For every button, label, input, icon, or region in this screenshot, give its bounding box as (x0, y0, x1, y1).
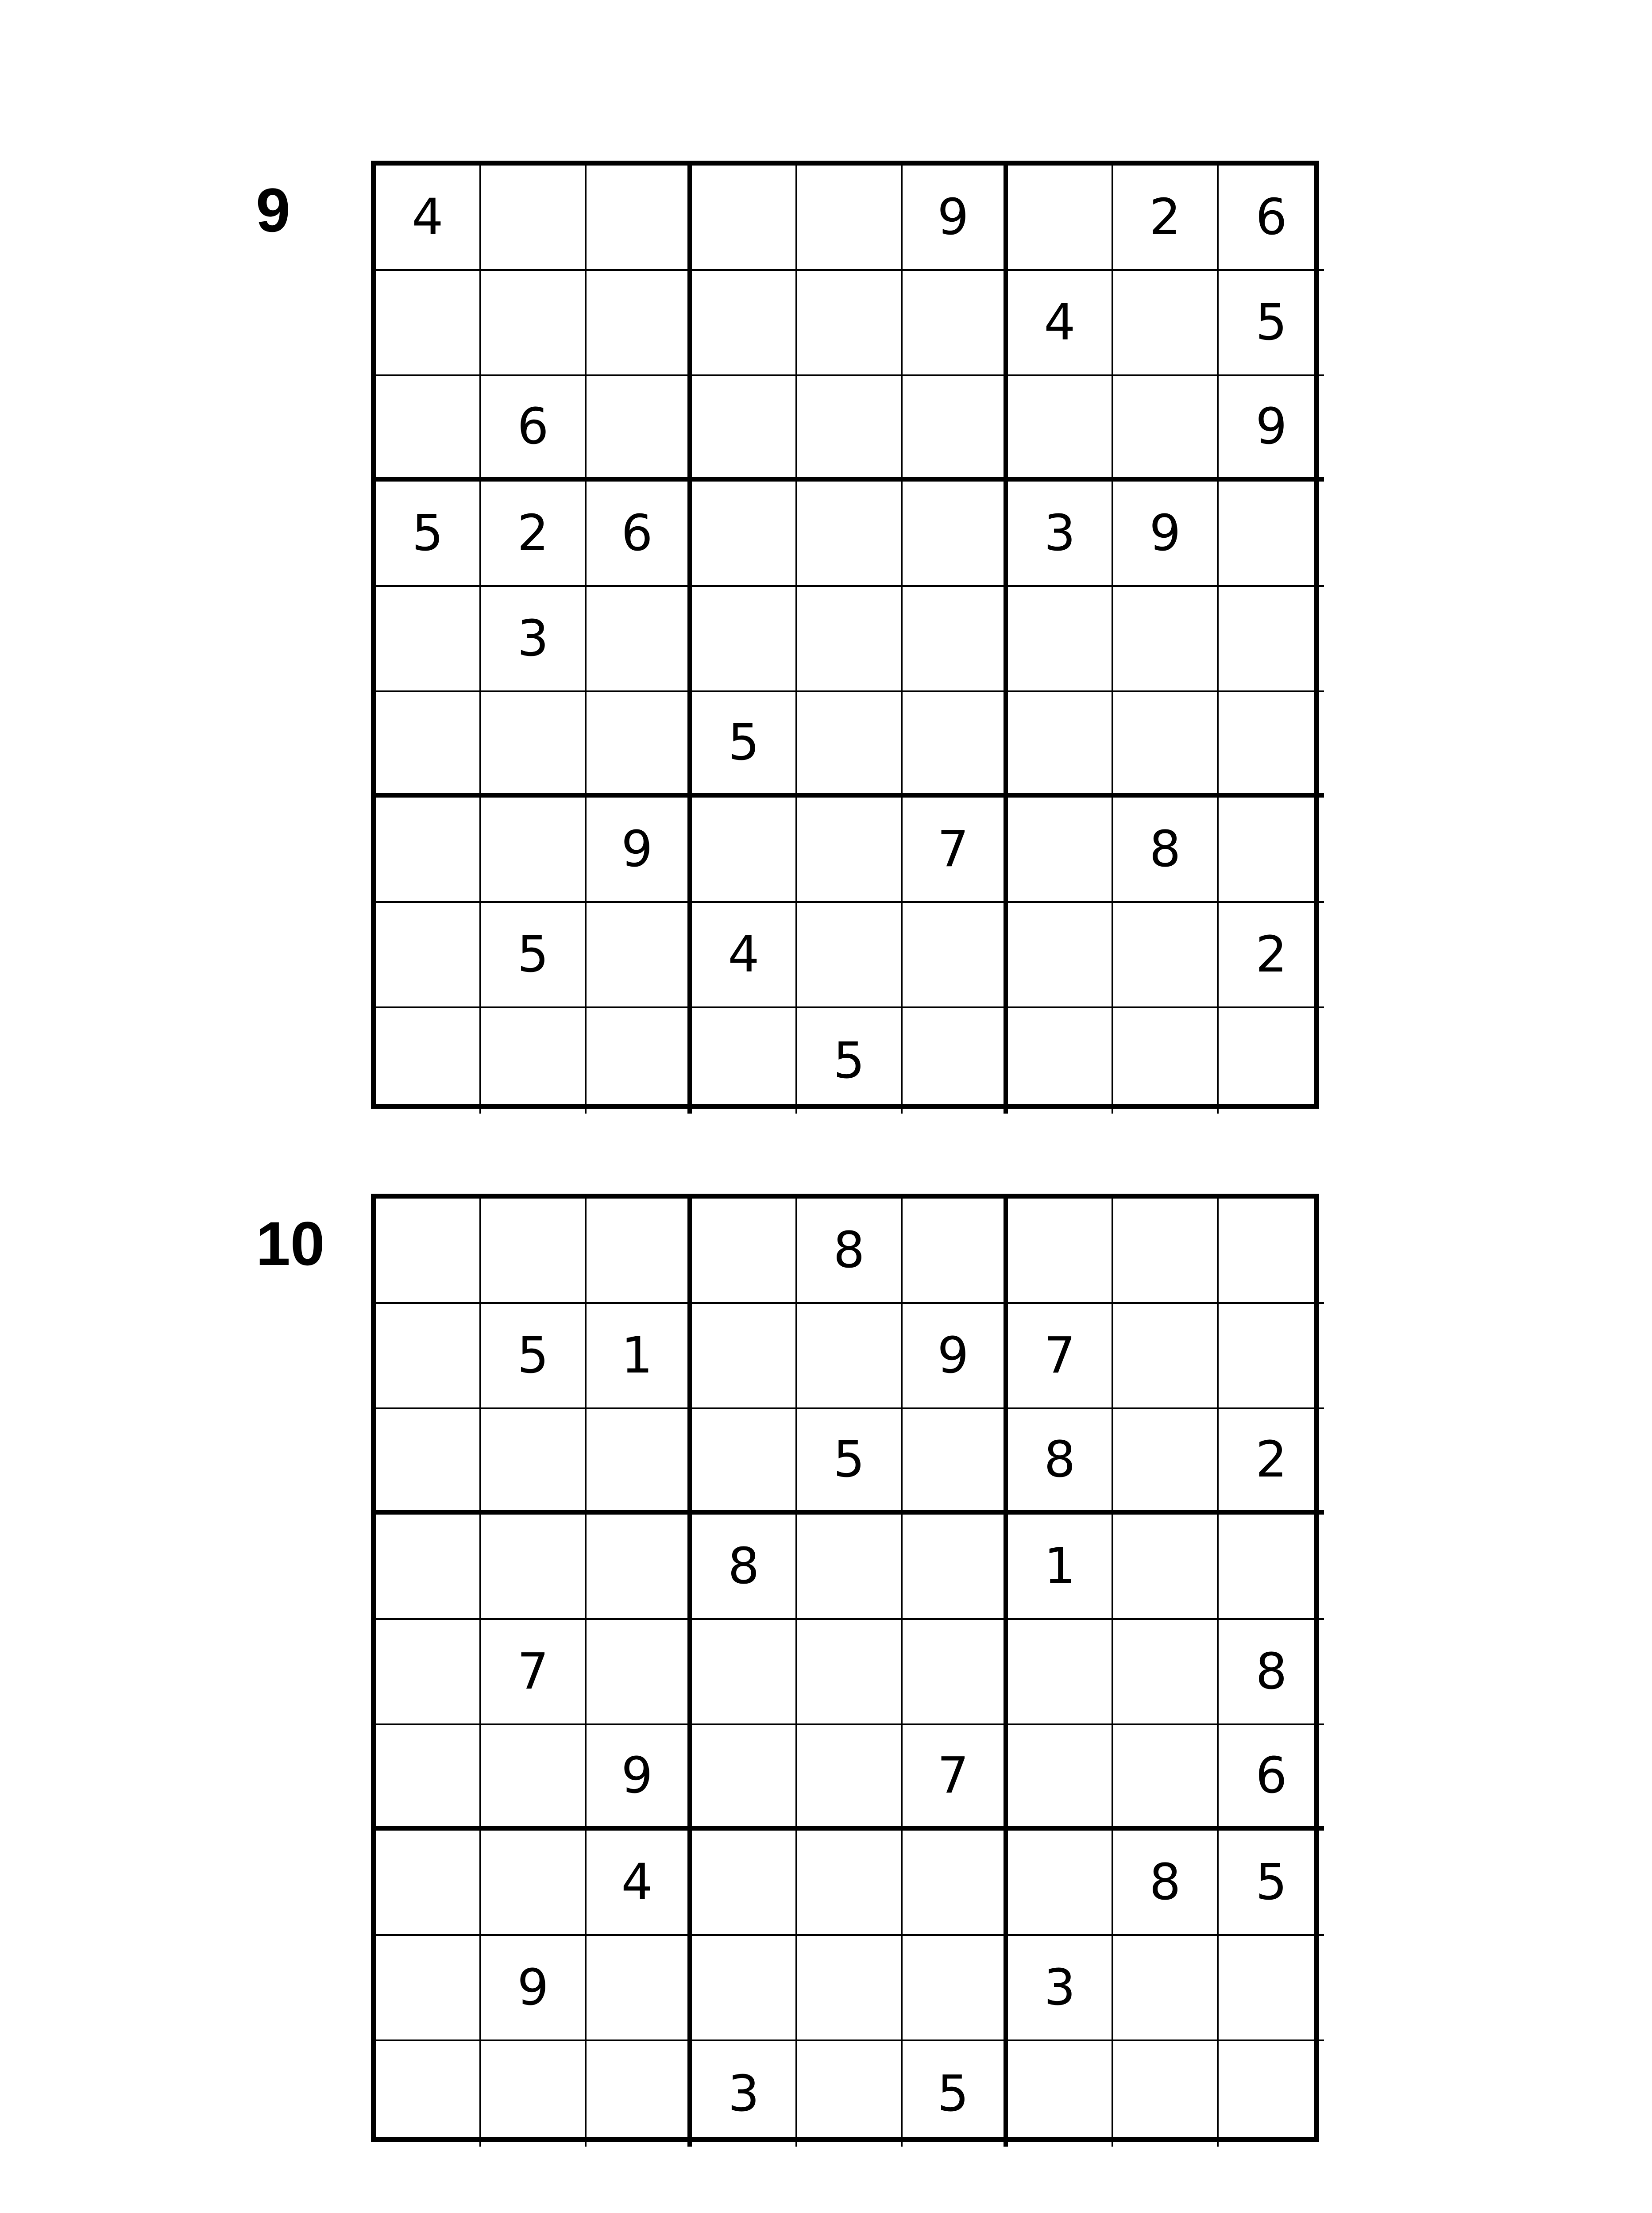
sudoku-cell[interactable]: 5 (376, 482, 481, 587)
sudoku-cell[interactable] (1113, 376, 1219, 482)
sudoku-cell[interactable] (903, 271, 1008, 376)
sudoku-cell[interactable]: 7 (903, 798, 1008, 903)
sudoku-cell[interactable]: 8 (1113, 1831, 1219, 1936)
sudoku-cell[interactable]: 2 (1219, 903, 1324, 1008)
sudoku-cell[interactable]: 5 (1219, 1831, 1324, 1936)
sudoku-cell[interactable] (797, 1936, 903, 2041)
sudoku-cell[interactable] (1219, 1515, 1324, 1620)
sudoku-cell[interactable] (903, 1409, 1008, 1515)
sudoku-cell[interactable] (1113, 903, 1219, 1008)
sudoku-cell[interactable] (692, 166, 797, 271)
sudoku-cell[interactable] (376, 1725, 481, 1831)
sudoku-cell[interactable] (1113, 1199, 1219, 1304)
sudoku-cell[interactable]: 4 (376, 166, 481, 271)
sudoku-cell[interactable] (481, 1008, 587, 1114)
sudoku-cell[interactable] (1113, 587, 1219, 692)
sudoku-cell[interactable] (1113, 1008, 1219, 1114)
sudoku-cell[interactable] (481, 2041, 587, 2147)
sudoku-cell[interactable] (587, 271, 692, 376)
sudoku-cell[interactable] (797, 271, 903, 376)
sudoku-cell[interactable] (587, 166, 692, 271)
sudoku-cell[interactable] (1113, 692, 1219, 798)
sudoku-cell[interactable]: 8 (1219, 1620, 1324, 1725)
sudoku-cell[interactable] (376, 1199, 481, 1304)
sudoku-cell[interactable] (692, 798, 797, 903)
sudoku-cell[interactable] (903, 903, 1008, 1008)
sudoku-cell[interactable] (1008, 1725, 1113, 1831)
sudoku-cell[interactable] (587, 1008, 692, 1114)
sudoku-cell[interactable] (903, 1515, 1008, 1620)
sudoku-cell[interactable] (1008, 1008, 1113, 1114)
sudoku-cell[interactable] (797, 692, 903, 798)
sudoku-cell[interactable] (692, 1831, 797, 1936)
sudoku-grid (371, 1194, 1319, 2142)
sudoku-cell[interactable] (481, 1199, 587, 1304)
sudoku-cell[interactable] (692, 1304, 797, 1409)
sudoku-cell[interactable] (376, 903, 481, 1008)
sudoku-cell[interactable] (1008, 1831, 1113, 1936)
sudoku-cell[interactable] (1219, 1304, 1324, 1409)
sudoku-cell[interactable] (1008, 1620, 1113, 1725)
sudoku-cell[interactable] (797, 376, 903, 482)
sudoku-cell[interactable]: 5 (481, 1304, 587, 1409)
sudoku-cell[interactable]: 4 (587, 1831, 692, 1936)
puzzle-number: 10 (256, 1209, 325, 1278)
sudoku-cell[interactable] (692, 376, 797, 482)
sudoku-cell[interactable] (481, 798, 587, 903)
sudoku-cell[interactable] (376, 1936, 481, 2041)
sudoku-cell[interactable] (1113, 1304, 1219, 1409)
sudoku-cell[interactable] (903, 692, 1008, 798)
sudoku-cell[interactable]: 8 (797, 1199, 903, 1304)
sudoku-cell[interactable] (481, 271, 587, 376)
sudoku-cell[interactable] (797, 166, 903, 271)
sudoku-cell[interactable]: 9 (587, 1725, 692, 1831)
sudoku-cell[interactable] (797, 1304, 903, 1409)
sudoku-cell[interactable] (1219, 1199, 1324, 1304)
sudoku-cell[interactable]: 2 (481, 482, 587, 587)
sudoku-cell[interactable]: 5 (797, 1409, 903, 1515)
sudoku-cell[interactable] (797, 903, 903, 1008)
sudoku-cell[interactable] (797, 1831, 903, 1936)
sudoku-cell[interactable]: 5 (481, 903, 587, 1008)
sudoku-cell[interactable] (692, 1936, 797, 2041)
sudoku-cell[interactable] (692, 1008, 797, 1114)
sudoku-cell[interactable]: 6 (1219, 1725, 1324, 1831)
sudoku-cell[interactable] (376, 798, 481, 903)
sudoku-cell[interactable] (587, 376, 692, 482)
sudoku-cell[interactable]: 1 (1008, 1515, 1113, 1620)
sudoku-cell[interactable] (692, 271, 797, 376)
sudoku-cell[interactable]: 2 (1113, 166, 1219, 271)
sudoku-cell[interactable] (1113, 271, 1219, 376)
sudoku-cell[interactable] (1008, 376, 1113, 482)
sudoku-cell[interactable] (692, 587, 797, 692)
sudoku-cell[interactable]: 8 (1008, 1409, 1113, 1515)
sudoku-cell[interactable]: 8 (1113, 798, 1219, 903)
sudoku-cell[interactable] (903, 1620, 1008, 1725)
sudoku-cell[interactable] (587, 1199, 692, 1304)
sudoku-cell[interactable]: 5 (797, 1008, 903, 1114)
sudoku-cell[interactable] (587, 1620, 692, 1725)
sudoku-cell[interactable]: 2 (1219, 1409, 1324, 1515)
sudoku-cell[interactable] (481, 1515, 587, 1620)
sudoku-cell[interactable] (376, 587, 481, 692)
sudoku-cell[interactable]: 7 (481, 1620, 587, 1725)
sudoku-cell[interactable] (1219, 2041, 1324, 2147)
sudoku-cell[interactable] (481, 692, 587, 798)
sudoku-cell[interactable] (1008, 903, 1113, 1008)
sudoku-cell[interactable] (376, 1515, 481, 1620)
sudoku-cell[interactable]: 8 (692, 1515, 797, 1620)
sudoku-cell[interactable]: 7 (1008, 1304, 1113, 1409)
sudoku-cell[interactable] (481, 1831, 587, 1936)
sudoku-cell[interactable] (1008, 166, 1113, 271)
sudoku-cell[interactable]: 3 (481, 587, 587, 692)
sudoku-cell[interactable] (1219, 587, 1324, 692)
sudoku-cell[interactable]: 5 (1219, 271, 1324, 376)
sudoku-cell[interactable] (1008, 587, 1113, 692)
sudoku-cell[interactable]: 9 (903, 1304, 1008, 1409)
sudoku-cell[interactable] (692, 482, 797, 587)
sudoku-cell[interactable] (376, 1620, 481, 1725)
sudoku-cell[interactable]: 6 (481, 376, 587, 482)
sudoku-cell[interactable]: 9 (903, 166, 1008, 271)
sudoku-cell[interactable] (481, 1725, 587, 1831)
sudoku-cell[interactable] (797, 798, 903, 903)
sudoku-cell[interactable] (1008, 692, 1113, 798)
sudoku-cell[interactable] (1219, 482, 1324, 587)
sudoku-cell[interactable] (376, 1304, 481, 1409)
sudoku-cell[interactable] (376, 271, 481, 376)
sudoku-cell[interactable]: 3 (1008, 1936, 1113, 2041)
sudoku-cell[interactable] (376, 376, 481, 482)
sudoku-cell[interactable] (587, 1409, 692, 1515)
sudoku-cell[interactable] (587, 692, 692, 798)
sudoku-cell[interactable] (903, 1008, 1008, 1114)
sudoku-cell[interactable] (376, 2041, 481, 2147)
sudoku-cell[interactable]: 4 (692, 903, 797, 1008)
sudoku-cell[interactable] (903, 482, 1008, 587)
sudoku-cell[interactable] (903, 376, 1008, 482)
sudoku-cell[interactable] (903, 1936, 1008, 2041)
sudoku-cell[interactable] (1113, 1725, 1219, 1831)
sudoku-cell[interactable] (797, 1620, 903, 1725)
sudoku-cell[interactable] (1113, 1409, 1219, 1515)
sudoku-cell[interactable] (1008, 1199, 1113, 1304)
puzzle-number: 9 (256, 175, 290, 245)
sudoku-cell[interactable] (376, 1831, 481, 1936)
sudoku-cell[interactable] (1219, 692, 1324, 798)
sudoku-cell[interactable]: 6 (1219, 166, 1324, 271)
sudoku-cell[interactable]: 9 (1113, 482, 1219, 587)
sudoku-cell[interactable]: 7 (903, 1725, 1008, 1831)
sudoku-cell[interactable]: 3 (692, 2041, 797, 2147)
sudoku-cell[interactable] (587, 1515, 692, 1620)
sudoku-cell[interactable] (587, 2041, 692, 2147)
sudoku-cell[interactable] (903, 587, 1008, 692)
sudoku-cell[interactable] (1219, 798, 1324, 903)
sudoku-cell[interactable] (587, 1936, 692, 2041)
sudoku-cell[interactable] (797, 482, 903, 587)
sudoku-cell[interactable]: 6 (587, 482, 692, 587)
sudoku-cell[interactable] (692, 1409, 797, 1515)
sudoku-cell[interactable]: 9 (1219, 376, 1324, 482)
sudoku-cell[interactable] (587, 903, 692, 1008)
sudoku-cell[interactable]: 5 (692, 692, 797, 798)
sudoku-cell[interactable] (1113, 1620, 1219, 1725)
sudoku-cell[interactable] (376, 692, 481, 798)
sudoku-cell[interactable]: 9 (481, 1936, 587, 2041)
sudoku-cell[interactable]: 3 (1008, 482, 1113, 587)
sudoku-cell[interactable] (797, 2041, 903, 2147)
sudoku-cell[interactable]: 5 (903, 2041, 1008, 2147)
sudoku-cell[interactable] (797, 1515, 903, 1620)
sudoku-cell[interactable] (1219, 1008, 1324, 1114)
sudoku-grid (371, 161, 1319, 1109)
sudoku-cell[interactable] (481, 166, 587, 271)
sudoku-cell[interactable] (481, 1409, 587, 1515)
sudoku-cell[interactable]: 1 (587, 1304, 692, 1409)
sudoku-cell[interactable] (1219, 1936, 1324, 2041)
sudoku-cell[interactable] (1113, 1515, 1219, 1620)
sudoku-cell[interactable] (797, 1725, 903, 1831)
sudoku-cell[interactable] (692, 1725, 797, 1831)
sudoku-cell[interactable] (903, 1831, 1008, 1936)
sudoku-cell[interactable] (903, 1199, 1008, 1304)
sudoku-cell[interactable] (797, 587, 903, 692)
sudoku-cell[interactable] (1008, 2041, 1113, 2147)
sudoku-cell[interactable] (1113, 1936, 1219, 2041)
sudoku-cell[interactable] (692, 1620, 797, 1725)
sudoku-cell[interactable]: 4 (1008, 271, 1113, 376)
sudoku-cell[interactable] (1008, 798, 1113, 903)
sudoku-cell[interactable]: 9 (587, 798, 692, 903)
sudoku-cell[interactable] (692, 1199, 797, 1304)
sudoku-cell[interactable] (587, 587, 692, 692)
sudoku-cell[interactable] (376, 1008, 481, 1114)
sudoku-cell[interactable] (376, 1409, 481, 1515)
sudoku-cell[interactable] (1113, 2041, 1219, 2147)
